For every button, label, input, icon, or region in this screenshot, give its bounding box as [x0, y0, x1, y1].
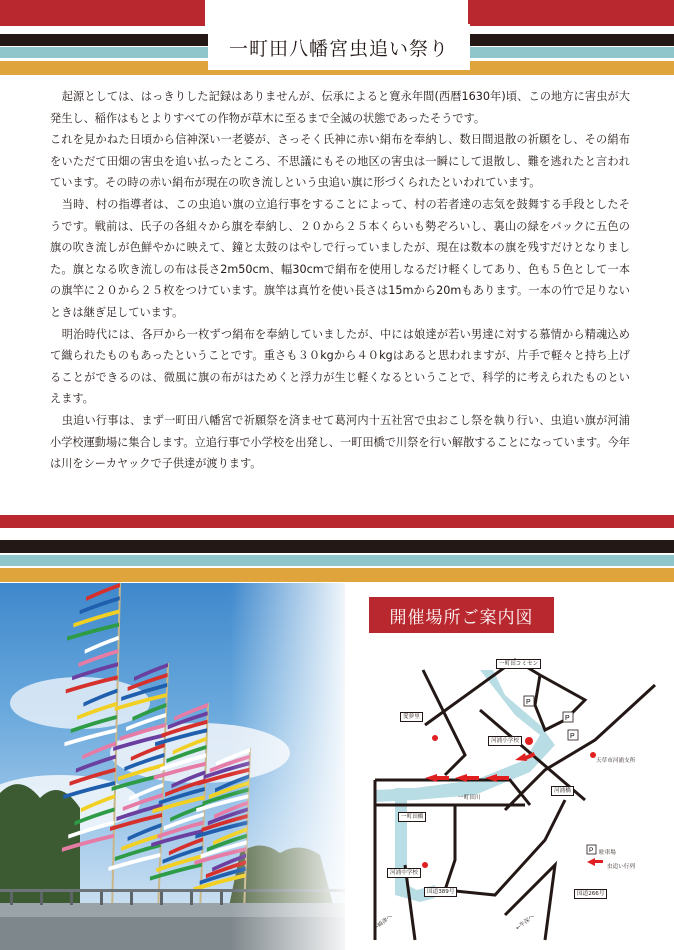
label-kawaura-bridge: 河浦橋	[551, 786, 574, 796]
label-river: 一町田川	[458, 795, 481, 801]
river-shape	[375, 670, 555, 802]
label-elementary-school: 河浦小学校	[488, 736, 522, 746]
map-heading	[369, 597, 554, 633]
aisha-marker	[432, 735, 438, 741]
mid-black-band	[0, 540, 674, 553]
label-itchoda-bridge: 一町田橋	[398, 812, 426, 822]
svg-text:P: P	[526, 699, 531, 706]
mid-gold-band	[0, 568, 674, 582]
map-heading-text: 開催場所ご案内図	[389, 607, 534, 628]
photo-fade-overlay	[230, 583, 345, 950]
legend-route-label: 虫追い行列	[607, 864, 635, 870]
svg-text:P: P	[565, 715, 570, 722]
svg-text:P: P	[570, 733, 575, 740]
label-junior-high: 河浦中学校	[387, 868, 421, 878]
label-aisha: 愛夢里	[400, 712, 423, 722]
streamer-flag	[108, 853, 160, 871]
top-red-band-left	[0, 0, 205, 26]
article-paragraph: 明治時代には、各戸から一枚ずつ絹布を奉納していましたが、中には娘達が若い男達に対する慕情から精魂込めて織られたものもあったということです。重さも３０kgから４０kgはあると思われますが、片手で軽々と持ち上げることができるのは、微風に旗の布がはためくと浮力が生じ軽くなるということで、科学的に考えられたものといえます。	[50, 327, 630, 406]
article-paragraph: これを見かねた日頃から信神深い一老婆が、さっそく氏神に赤い絹布を奉納し、数日間退散の祈願をし、その絹布をいただて田畑の害虫を追い払ったところ、不思議にもその地区の害虫は一瞬にして退散し、難を逃れたと言われています。その時の赤い絹布が現在の吹き流しという虫追い旗に形づくられたといわれています。	[50, 133, 630, 190]
article-body	[50, 86, 630, 475]
label-to-ushibuka: ←牛深へ	[515, 913, 536, 932]
label-amakusa-office: 天草市河浦支所	[596, 758, 636, 764]
title-box	[208, 24, 470, 70]
school-marker	[525, 737, 533, 745]
article-paragraph: 虫追い行事は、まず一町田八幡宮で祈願祭を済ませて葛河内十五社宮で虫おこし祭を執り行い、虫追い旗が河浦小学校運動場に集合します。立追行事で小学校を出発し、一町田橋で川祭を行い解散することになっています。今年は川をシーカヤックで子供達が渡ります。	[50, 413, 630, 471]
top-red-band-right	[468, 0, 674, 26]
legend-parking-label: 駐車場	[599, 850, 616, 856]
parking-icons	[524, 696, 578, 740]
legend-route-icon	[587, 858, 595, 866]
label-community-center: 一町田コミセン	[496, 659, 541, 669]
label-route389: 国道389号	[424, 887, 457, 897]
page-title: 一町田八幡宮虫追い祭り	[228, 37, 449, 60]
label-route266: 国道266号	[574, 889, 607, 899]
svg-text:P: P	[589, 847, 594, 854]
article-paragraph: 当時、村の指導者は、この虫追い旗の立追行事をすることによって、村の若者達の志気を鼓舞する手段としたそうです。戦前は、氏子の各組々から旗を奉納し、２０から２５本くらいも勢ぞろいし、裏山の緑をバックに五色の旗の吹き流しが色鮮やかに映えて、鐘と太鼓のはやしで行っていましたが、現在は数本の旗を残すだけとなりました。旗となる吹き流しの布は長さ2m50cm、幅30cmで絹布を使用しなるだけ軽くしてあり、色も５色として一本の旗竿に２０から２５枚をつけています。旗竿は真竹を使い長さは15mから20mもあります。一本の竹で足りないときは継ぎ足しています。	[50, 197, 630, 319]
article-paragraph: 起源としては、はっきりした記録はありませんが、伝承によると寛永年間(西暦1630年)頃、この地方に害虫が大発生し、稲作はもとよりすべての作物が草木に至るまで全滅の状態であったそうです。	[50, 90, 630, 125]
mid-teal-band	[0, 555, 674, 566]
festival-banners-photo	[0, 583, 345, 950]
mid-red-band	[0, 515, 674, 528]
label-to-sakitsu: ←崎津へ	[373, 913, 394, 932]
venue-map	[355, 640, 674, 950]
junior-high-marker	[422, 862, 428, 868]
